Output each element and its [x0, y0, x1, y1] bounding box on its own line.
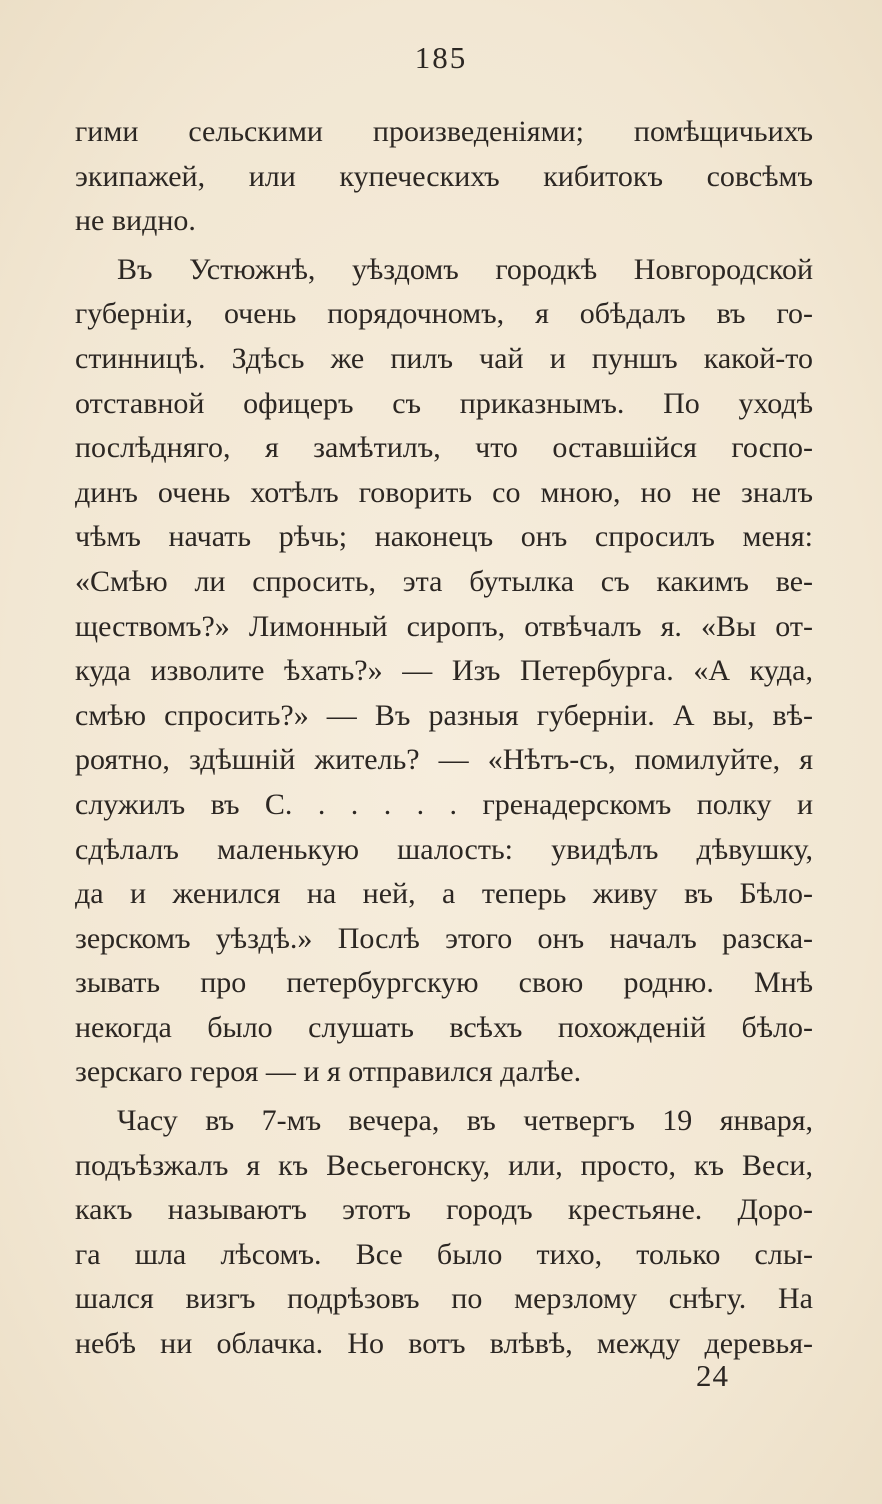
text-line: служилъ въ С. . . . . . гренадерскомъ полку и — [75, 787, 813, 821]
text-line: да и женился на ней, а теперь живу въ Бѣло- — [75, 877, 813, 911]
signature-mark: 24 — [696, 1358, 729, 1393]
text-line: зерскаго героя — и я отправился далѣе. — [75, 1055, 582, 1089]
text-line: «Смѣю ли спросить, эта бутылка съ какимъ ве- — [75, 564, 813, 598]
text-line: отставной офицеръ съ приказнымъ. По уходѣ — [75, 386, 813, 420]
text-line: подъѣзжалъ я къ Весьегонску, или, просто, къ Веси, — [75, 1148, 813, 1182]
text-line: шался визгъ подрѣзовъ по мерзлому снѣгу. На — [75, 1282, 813, 1316]
text-line: Часу въ 7-мъ вечера, въ четвергъ 19 января, — [117, 1104, 813, 1138]
page-number: 185 — [414, 40, 468, 75]
text-line: небѣ ни облачка. Но вотъ влѣвѣ, между деревья- — [75, 1327, 813, 1361]
text-line: зывать про петербургскую свою родню. Мнѣ — [75, 966, 813, 1000]
text-line: куда изволите ѣхать?» — Изъ Петербурга. «А куда, — [75, 654, 813, 688]
text-body — [75, 110, 813, 1367]
text-line: экипажей, или купеческихъ кибитокъ совсѣмъ — [75, 159, 813, 193]
text-line: га шла лѣсомъ. Все было тихо, только слы- — [75, 1237, 813, 1271]
text-line: чѣмъ начать рѣчь; наконецъ онъ спросилъ меня: — [75, 520, 813, 554]
paragraph-1 — [75, 110, 813, 244]
text-line: губерніи, очень порядочномъ, я обѣдалъ въ го- — [75, 297, 813, 331]
text-line: некогда было слушать всѣхъ похожденій бѣло- — [75, 1010, 813, 1044]
text-line: послѣдняго, я замѣтилъ, что оставшійся госпо- — [75, 431, 813, 465]
text-line: не видно. — [75, 204, 196, 238]
text-line: смѣю спросить?» — Въ разныя губерніи. А вы, вѣ- — [75, 698, 813, 732]
text-line: роятно, здѣшній житель? — «Нѣтъ-съ, помилуйте, я — [75, 743, 813, 777]
text-line: сдѣлалъ маленькую шалость: увидѣлъ дѣвушку, — [75, 832, 813, 866]
paragraph-2 — [75, 248, 813, 1095]
text-line: ществомъ?» Лимонный сиропъ, отвѣчалъ я. «Вы от- — [75, 609, 813, 643]
text-line: какъ называютъ этотъ городъ крестьяне. Доро- — [75, 1193, 813, 1227]
text-line: стинницѣ. Здѣсь же пилъ чай и пуншъ какой-то — [75, 341, 813, 375]
text-line: динъ очень хотѣлъ говорить со мною, но не зналъ — [75, 475, 813, 509]
text-line: гими сельскими произведеніями; помѣщичьихъ — [75, 115, 813, 148]
paragraph-3 — [75, 1099, 813, 1367]
text-line: Въ Устюжнѣ, уѣздомъ городкѣ Новгородской — [117, 252, 813, 286]
text-line: зерскомъ уѣздѣ.» Послѣ этого онъ началъ разска- — [75, 921, 813, 955]
